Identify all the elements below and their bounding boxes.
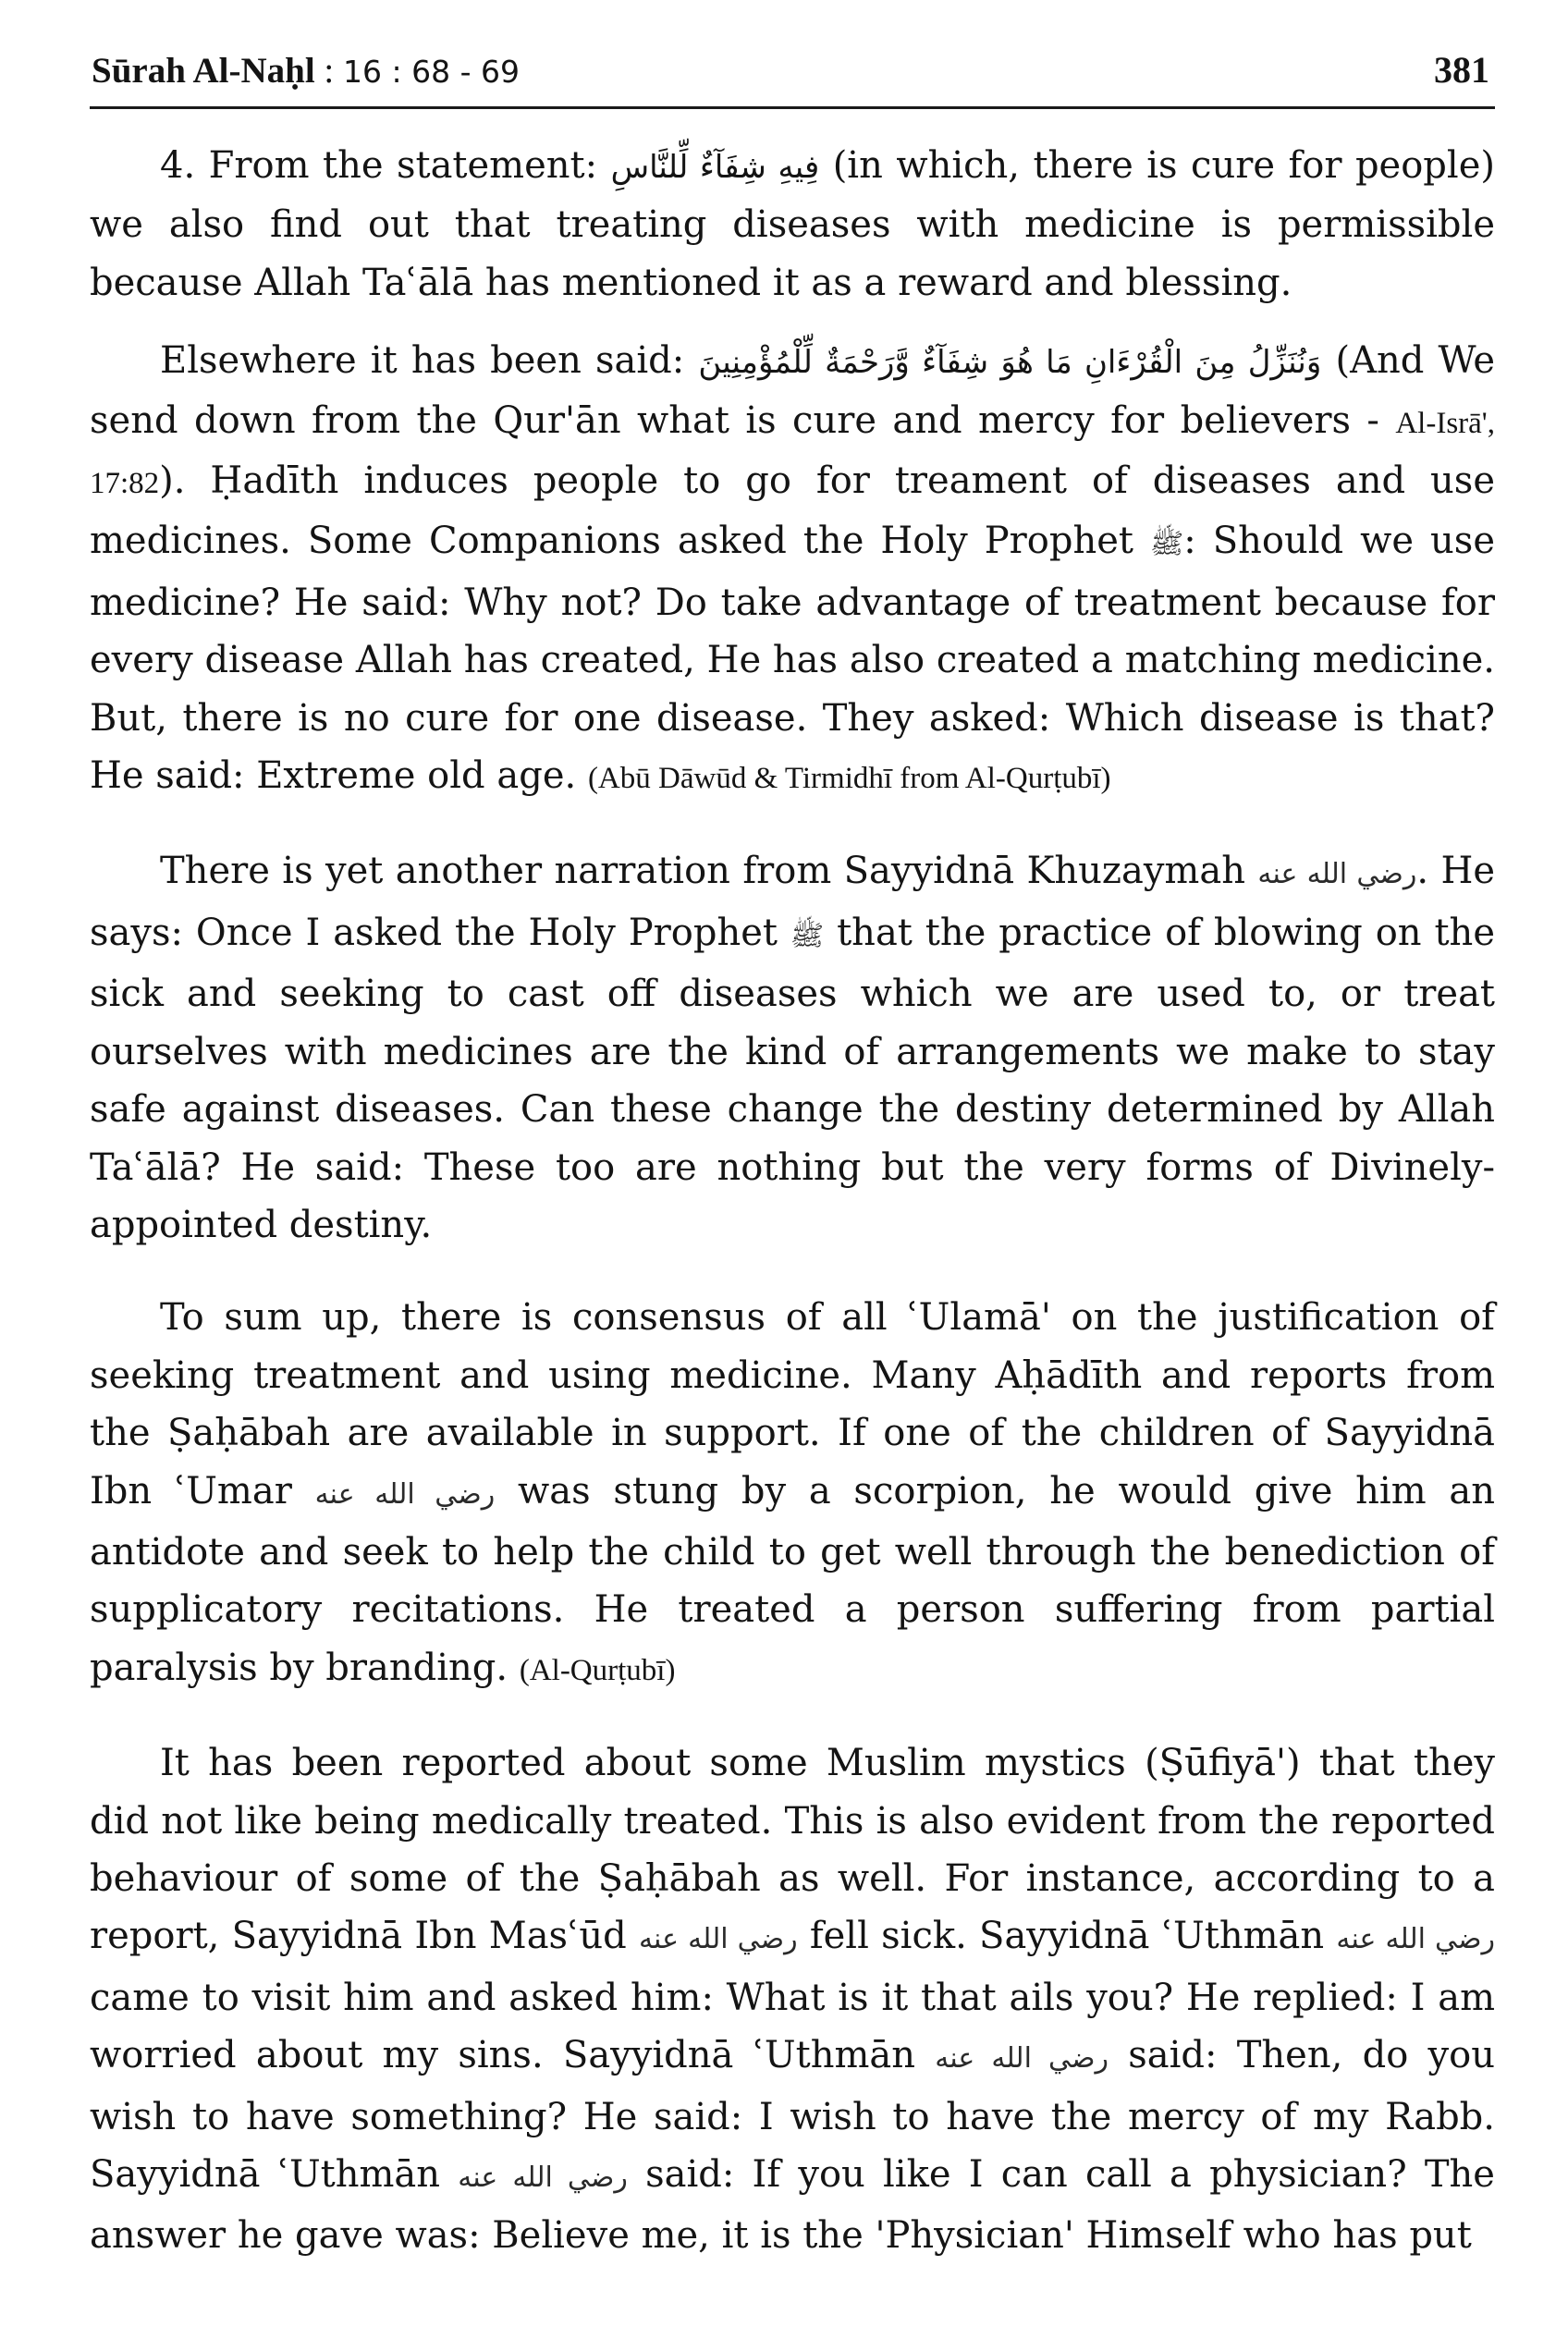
citation: (Al-Qurṭubī) — [519, 1653, 676, 1687]
paragraph-khuzaymah-narration — [90, 842, 1495, 1254]
text-run: There is yet another narration from Sayyidnā Khuzaymah — [160, 850, 1258, 893]
text-run: It has been reported about some Muslim mystics (Ṣūfiyā') that they did not like being medically treated. This is also evident from the reported behaviour of some of the Ṣaḥābah as well. For instance, according to a report, Sayyidnā Ibn Masʿūd — [90, 1742, 1495, 1958]
text-run: (And We send down from the Qur'ān what is cure and mercy for believers - — [90, 339, 1496, 442]
arabic-quote: وَنُنَزِّلُ مِنَ الْقُرْءَانِ مَا هُوَ شِفَآءٌ وَّرَحْمَةٌ لِّلْمُؤْمِنِينَ — [698, 344, 1322, 382]
honorific-glyph: رضي الله عنه — [314, 1477, 496, 1511]
text-run: fell sick. Sayyidnā ʿUthmān — [797, 1915, 1337, 1958]
page-header — [90, 48, 1495, 109]
salutation-glyph: ﷺ — [1149, 528, 1184, 561]
citation: (Abū Dāwūd & Tirmidhī from Al-Qurṭubī) — [587, 762, 1111, 796]
text-run: 4. From the statement: — [160, 144, 611, 187]
honorific-glyph: رضي الله عنه — [638, 1923, 798, 1956]
book-page — [90, 48, 1495, 2300]
text-run: said: Then, do you wish to have something? He said: I wish to have the mercy of my Rabb. Sayyidnā ʿUthmān — [90, 2034, 1495, 2196]
paragraph-quran-cure — [90, 332, 1495, 807]
paragraph-ulama-consensus — [90, 1289, 1495, 1699]
text-run: . He says: Once I asked the Holy Prophet — [90, 850, 1495, 954]
verse-range: 16 : 68 - 69 — [343, 54, 520, 90]
text-run: (in which, there is cure for people) we also find out that treating diseases with medicine is permissible because Allah Taʿālā has mentioned it as a reward and blessing. — [90, 144, 1495, 304]
header-separator: : — [314, 51, 343, 91]
text-run: came to visit him and asked him: What is it that ails you? He replied: I am worried about my sins. Sayyidnā ʿUthmān — [90, 1976, 1495, 2077]
arabic-quote: فِيهِ شِفَآءٌ لِّلنَّاسِ — [610, 149, 820, 186]
body-text — [90, 137, 1495, 2265]
text-run: Elsewhere it has been said: — [160, 339, 699, 383]
honorific-glyph: رضي الله عنه — [1257, 858, 1417, 891]
paragraph-sufiya-report — [90, 1734, 1495, 2265]
salutation-glyph: ﷺ — [790, 919, 825, 952]
honorific-glyph: رضي الله عنه — [458, 2162, 628, 2194]
text-run: that the practice of blowing on the sick and seeking to cast off diseases which we are used to, or treat ourselves with medicines are the kind of arrangements we make to stay safe against diseases. Can these change the destiny determined by Allah Taʿālā? He said: These too are nothing but the very forms of Divinely-appointed destiny. — [90, 911, 1495, 1246]
honorific-glyph: رضي الله عنه — [935, 2042, 1109, 2076]
running-head — [92, 50, 520, 92]
text-run: : Should we use medicine? He said: Why not? Do take advantage of treatment because for every disease Allah has created, He has also created a matching medicine. But, there is no cure for one disease. They asked: Which disease is that? He said: Extreme old age. — [90, 520, 1495, 798]
text-run: ). Ḥadīth induces people to go for treament of diseases and use medicines. Some Companions asked the Holy Prophet — [90, 459, 1495, 563]
page-number: 381 — [1434, 49, 1489, 91]
sura-title: Sūrah Al-Naḥl — [92, 51, 315, 91]
paragraph-medicine-permissible — [90, 137, 1495, 312]
text-run: said: If you like I can call a physician? The answer he gave was: Believe me, it is the 'Physician' Himself who has put — [90, 2153, 1495, 2258]
text-run: was stung by a scorpion, he would give him an antidote and seek to help the child to get well through the benediction of supplicatory recitations. He treated a person suffering from partial paralysis by branding. — [90, 1469, 1495, 1689]
citation: Al-Isrā', 17:82 — [90, 406, 1495, 501]
text-run: To sum up, there is consensus of all ʿUlamā' on the justification of seeking treatment and using medicine. Many Aḥādīth and reports from the Ṣaḥābah are available in support. If one of the children of Sayyidnā Ibn ʿUmar — [90, 1296, 1495, 1513]
honorific-glyph: رضي الله عنه — [1336, 1923, 1495, 1956]
